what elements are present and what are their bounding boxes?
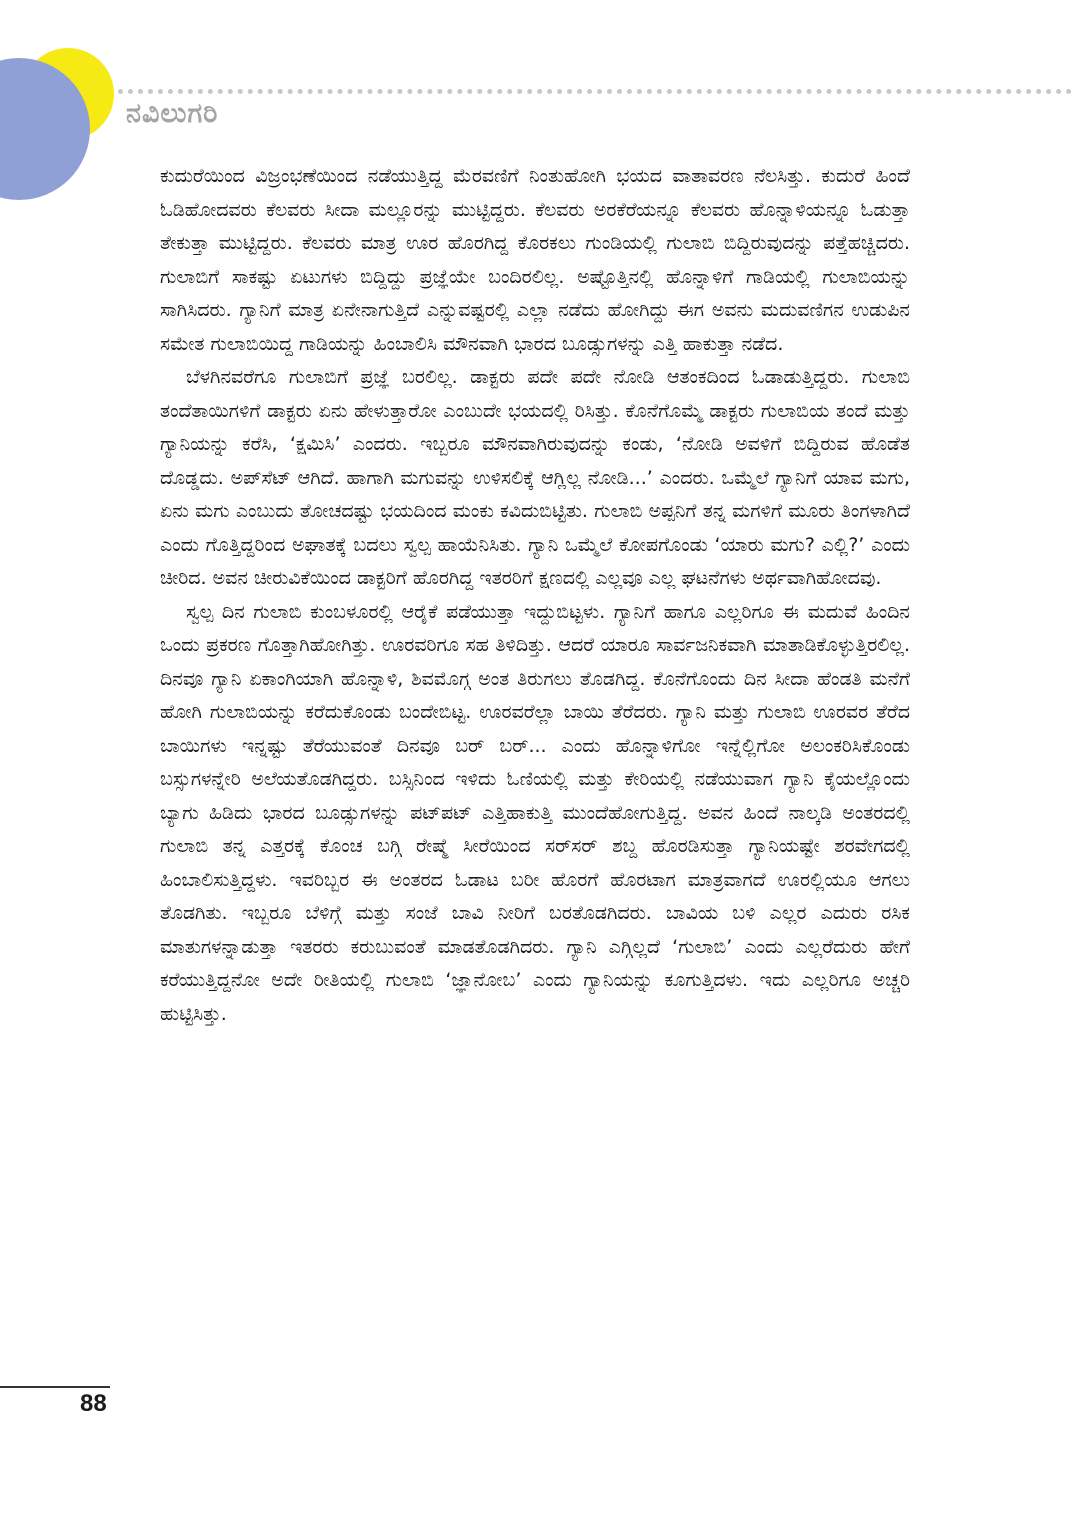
header-dotted-rule	[118, 89, 1072, 94]
body-text	[160, 160, 910, 1031]
paragraph-2: ಬೆಳಗಿನವರೆಗೂ ಗುಲಾಬಿಗೆ ಪ್ರಜ್ಞೆ ಬರಲಿಲ್ಲ. ಡಾಕ್ಟರು ಪದೇ ಪದೇ ನೋಡಿ ಆತಂಕದಿಂದ ಓಡಾಡುತ್ತಿದ್ದರು. ಗುಲಾಬಿ ತಂದೆತಾಯಿಗಳಿಗೆ ಡಾಕ್ಟರು ಏನು ಹೇಳುತ್ತಾರೋ ಎಂಬುದೇ ಭಯದಲ್ಲಿ ರಿಸಿತ್ತು. ಕೊನೆಗೊಮ್ಮೆ ಡಾಕ್ಟರು ಗುಲಾಬಿಯ ತಂದೆ ಮತ್ತು ಗ್ಯಾನಿಯನ್ನು ಕರೆಸಿ, ‘ಕ್ಷಮಿಸಿ’ ಎಂದರು. ಇಬ್ಬರೂ ಮೌನವಾಗಿರುವುದನ್ನು ಕಂಡು, ‘ನೋಡಿ ಅವಳಿಗೆ ಬಿದ್ದಿರುವ ಹೊಡೆತ ದೊಡ್ಡದು. ಅಪ್‌ಸೆಟ್ ಆಗಿದೆ. ಹಾಗಾಗಿ ಮಗುವನ್ನು ಉಳಿಸಲಿಕ್ಕೆ ಆಗ್ಲಿಲ್ಲ ನೋಡಿ...’ ಎಂದರು. ಒಮ್ಮೆಲೆ ಗ್ಯಾನಿಗೆ ಯಾವ ಮಗು, ಏನು ಮಗು ಎಂಬುದು ತೋಚದಷ್ಟು ಭಯದಿಂದ ಮಂಕು ಕವಿದುಬಿಟ್ಟಿತು. ಗುಲಾಬಿ ಅಪ್ಪನಿಗೆ ತನ್ನ ಮಗಳಿಗೆ ಮೂರು ತಿಂಗಳಾಗಿದೆ ಎಂದು ಗೊತ್ತಿದ್ದರಿಂದ ಅಘಾತಕ್ಕೆ ಬದಲು ಸ್ವಲ್ಪ ಹಾಯೆನಿಸಿತು. ಗ್ಯಾನಿ ಒಮ್ಮೆಲೆ ಕೋಪಗೊಂಡು ‘ಯಾರು ಮಗು? ಎಲ್ಲಿ?’ ಎಂದು ಚೀರಿದ. ಅವನ ಚೀರುವಿಕೆಯಿಂದ ಡಾಕ್ಟರಿಗೆ ಹೊರಗಿದ್ದ ಇತರರಿಗೆ ಕ್ಷಣದಲ್ಲಿ ಎಲ್ಲವೂ ಎಲ್ಲ ಘಟನೆಗಳು ಅರ್ಥವಾಗಿಹೋದವು.	[160, 366, 910, 589]
footer-rule	[0, 1386, 110, 1388]
page-number: 88	[80, 1390, 107, 1417]
paragraph-1: ಕುದುರೆಯಿಂದ ವಿಜ್ರಂಭಣೆಯಿಂದ ನಡೆಯುತ್ತಿದ್ದ ಮೆರವಣಿಗೆ ನಿಂತುಹೋಗಿ ಭಯದ ವಾತಾವರಣ ನೆಲಸಿತ್ತು. ಕುದುರೆ ಹಿಂದೆ ಓಡಿಹೋದವರು ಕೆಲವರು ಸೀದಾ ಮಲ್ಲೂರನ್ನು ಮುಟ್ಟಿದ್ದರು. ಕೆಲವರು ಅರಕೆರೆಯನ್ನೂ ಕೆಲವರು ಹೊನ್ನಾಳಿಯನ್ನೂ ಓಡುತ್ತಾ ತೇಕುತ್ತಾ ಮುಟ್ಟಿದ್ದರು. ಕೆಲವರು ಮಾತ್ರ ಊರ ಹೊರಗಿದ್ದ ಕೊರಕಲು ಗುಂಡಿಯಲ್ಲಿ ಗುಲಾಬಿ ಬಿದ್ದಿರುವುದನ್ನು ಪತ್ತೆಹಚ್ಚಿದರು. ಗುಲಾಬಿಗೆ ಸಾಕಷ್ಟು ಏಟುಗಳು ಬಿದ್ದಿದ್ದು ಪ್ರಜ್ಞೆಯೇ ಬಂದಿರಲಿಲ್ಲ. ಅಷ್ಟೊತ್ತಿನಲ್ಲಿ ಹೊನ್ನಾಳಿಗೆ ಗಾಡಿಯಲ್ಲಿ ಗುಲಾಬಿಯನ್ನು ಸಾಗಿಸಿದರು. ಗ್ಯಾನಿಗೆ ಮಾತ್ರ ಏನೇನಾಗುತ್ತಿದೆ ಎನ್ನುವಷ್ಟರಲ್ಲಿ ಎಲ್ಲಾ ನಡೆದು ಹೋಗಿದ್ದು ಈಗ ಅವನು ಮದುವಣಿಗನ ಉಡುಪಿನ ಸಮೇತ ಗುಲಾಬಿಯಿದ್ದ ಗಾಡಿಯನ್ನು ಹಿಂಬಾಲಿಸಿ ಮೌನವಾಗಿ ಭಾರದ ಬೂಡ್ಸುಗಳನ್ನು ಎತ್ತಿ ಹಾಕುತ್ತಾ ನಡೆದ.	[160, 165, 910, 355]
paragraph-3: ಸ್ವಲ್ಪ ದಿನ ಗುಲಾಬಿ ಕುಂಬಳೂರಲ್ಲಿ ಆರೈಕೆ ಪಡೆಯುತ್ತಾ ಇದ್ದುಬಿಟ್ಟಳು. ಗ್ಯಾನಿಗೆ ಹಾಗೂ ಎಲ್ಲರಿಗೂ ಈ ಮದುವೆ ಹಿಂದಿನ ಒಂದು ಪ್ರಕರಣ ಗೊತ್ತಾಗಿಹೋಗಿತ್ತು. ಊರವರಿಗೂ ಸಹ ತಿಳಿದಿತ್ತು. ಆದರೆ ಯಾರೂ ಸಾರ್ವಜನಿಕವಾಗಿ ಮಾತಾಡಿಕೊಳ್ಳುತ್ತಿರಲಿಲ್ಲ. ದಿನವೂ ಗ್ಯಾನಿ ಏಕಾಂಗಿಯಾಗಿ ಹೊನ್ನಾಳಿ, ಶಿವಮೊಗ್ಗ ಅಂತ ತಿರುಗಲು ತೊಡಗಿದ್ದ. ಕೊನೆಗೊಂದು ದಿನ ಸೀದಾ ಹೆಂಡತಿ ಮನೆಗೆ ಹೋಗಿ ಗುಲಾಬಿಯನ್ನು ಕರೆದುಕೊಂಡು ಬಂದೇಬಿಟ್ಟ. ಊರವರೆಲ್ಲಾ ಬಾಯಿ ತೆರೆದರು. ಗ್ಯಾನಿ ಮತ್ತು ಗುಲಾಬಿ ಊರವರ ತೆರೆದ ಬಾಯಿಗಳು ಇನ್ನಷ್ಟು ತೆರೆಯುವಂತೆ ದಿನವೂ ಬರ್ ಬರ್... ಎಂದು ಹೊನ್ನಾಳಿಗೋ ಇನ್ನೆಲ್ಲಿಗೋ ಅಲಂಕರಿಸಿಕೊಂಡು ಬಸ್ಸುಗಳನ್ನೇರಿ ಅಲೆಯತೊಡಗಿದ್ದರು. ಬಸ್ಸಿನಿಂದ ಇಳಿದು ಓಣಿಯಲ್ಲಿ ಮತ್ತು ಕೇರಿಯಲ್ಲಿ ನಡೆಯುವಾಗ ಗ್ಯಾನಿ ಕೈಯಲ್ಲೊಂದು ಬ್ಯಾಗು ಹಿಡಿದು ಭಾರದ ಬೂಡ್ಸುಗಳನ್ನು ಪಟ್‌ಪಟ್ ಎತ್ತಿಹಾಕುತ್ತಿ ಮುಂದೆಹೋಗುತ್ತಿದ್ದ. ಅವನ ಹಿಂದೆ ನಾಲ್ಕಡಿ ಅಂತರದಲ್ಲಿ ಗುಲಾಬಿ ತನ್ನ ಎತ್ತರಕ್ಕೆ ಕೊಂಚ ಬಗ್ಗಿ ರೇಷ್ಮೆ ಸೀರೆಯಿಂದ ಸರ್‌ಸರ್ ಶಬ್ದ ಹೊರಡಿಸುತ್ತಾ ಗ್ಯಾನಿಯಷ್ಟೇ ಶರವೇಗದಲ್ಲಿ ಹಿಂಬಾಲಿಸುತ್ತಿದ್ದಳು. ಇವರಿಬ್ಬರ ಈ ಅಂತರದ ಓಡಾಟ ಬರೀ ಹೊರಗೆ ಹೊರಟಾಗ ಮಾತ್ರವಾಗದೆ ಊರಲ್ಲಿಯೂ ಆಗಲು ತೊಡಗಿತು. ಇಬ್ಬರೂ ಬೆಳಿಗ್ಗೆ ಮತ್ತು ಸಂಜೆ ಬಾವಿ ನೀರಿಗೆ ಬರತೊಡಗಿದರು. ಬಾವಿಯ ಬಳಿ ಎಲ್ಲರ ಎದುರು ರಸಿಕ ಮಾತುಗಳನ್ನಾಡುತ್ತಾ ಇತರರು ಕರುಬುವಂತೆ ಮಾಡತೊಡಗಿದರು. ಗ್ಯಾನಿ ಎಗ್ಗಿಲ್ಲದೆ ‘ಗುಲಾಬಿ’ ಎಂದು ಎಲ್ಲರೆದುರು ಹೇಗೆ ಕರೆಯುತ್ತಿದ್ದನೋ ಅದೇ ರೀತಿಯಲ್ಲಿ ಗುಲಾಬಿ ‘ಜ್ಞಾನೋಬ’ ಎಂದು ಗ್ಯಾನಿಯನ್ನು ಕೂಗುತ್ತಿದಳು. ಇದು ಎಲ್ಲರಿಗೂ ಅಚ್ಚರಿ ಹುಟ್ಟಿಸಿತ್ತು.	[160, 600, 910, 1025]
section-title: ನವಿಲುಗರಿ	[126, 98, 219, 129]
